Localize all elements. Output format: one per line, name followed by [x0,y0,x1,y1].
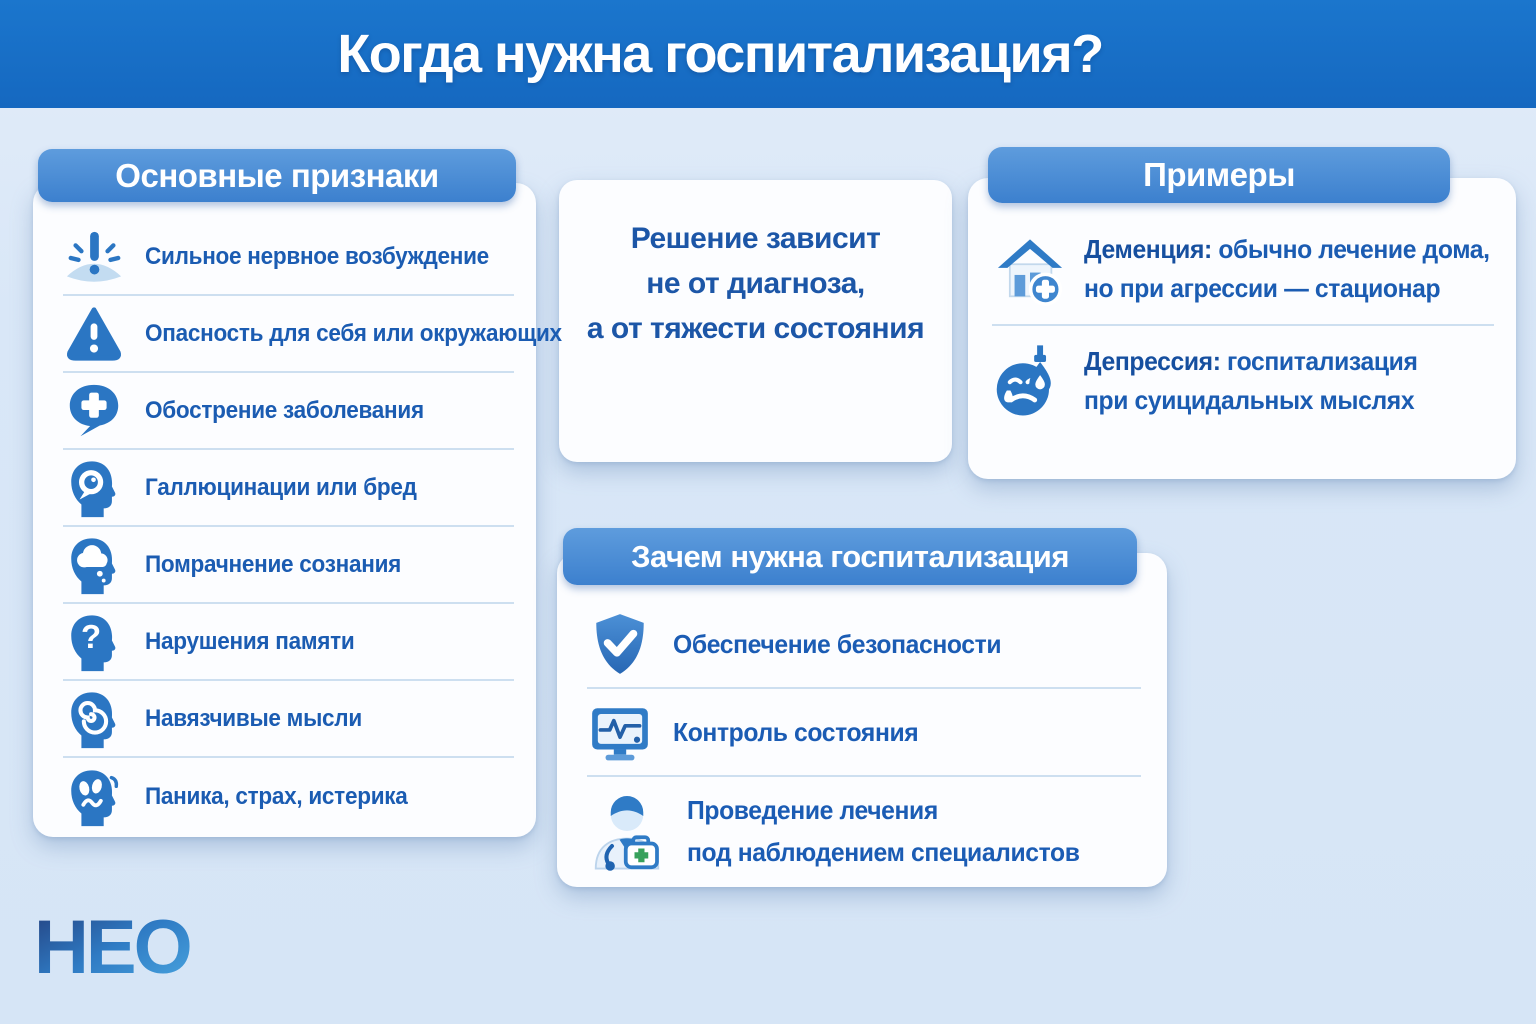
nervous-excitement-icon [63,226,125,288]
examples-header-label: Примеры [1143,156,1295,193]
decision-text-line: а от тяжести состояния [586,312,925,345]
warning-triangle-icon [63,303,125,365]
example-term: Деменция: [1084,234,1212,264]
sign-item-label: Обострение заболевания [145,396,424,424]
decision-card [559,180,952,462]
sign-item [63,373,514,450]
speech-bubble-cross-icon [63,380,125,442]
decision-text-line: не от диагноза, [646,267,865,300]
shield-check-icon [587,611,653,677]
sign-item [63,450,514,527]
logo-text: НЕО [34,905,190,990]
sign-item-label: Опасность для себя или окружающих [145,319,562,347]
head-question-icon [63,611,125,673]
page-title: Когда нужна госпитализация? [337,24,1103,84]
doctor-icon [587,791,667,871]
sign-item [63,604,514,681]
sad-face-drip-icon [992,343,1068,419]
signs-panel-header [38,149,516,202]
header-band [0,0,1536,108]
sign-item [63,219,514,296]
house-plus-icon [992,231,1068,307]
panic-face-icon [63,766,125,828]
example-text: Деменция: обычно лечение дома, но при агрессии — стационар [1084,234,1490,303]
example-item [992,334,1494,428]
head-eye-icon [63,457,125,519]
decision-text-line: Решение зависит [630,222,881,255]
purpose-header-label: Зачем нужна госпитализация [631,538,1069,574]
head-cloud-icon [63,534,125,596]
purpose-item [587,777,1141,885]
purpose-item [587,689,1141,777]
sign-item-label: Нарушения памяти [145,627,355,655]
sign-item [63,758,514,835]
monitor-heartbeat-icon [587,699,653,765]
sign-item [63,296,562,373]
examples-panel [968,178,1516,479]
sign-item-label: Галлюцинации или бред [145,473,417,501]
signs-header-label: Основные признаки [115,156,439,194]
plus-glyph [184,925,228,969]
sign-item-label: Навязчивые мысли [145,704,362,732]
example-item [992,222,1494,326]
sign-item-label: Паника, страх, истерика [145,782,408,810]
sign-item [63,681,514,758]
head-spiral-icon [63,688,125,750]
purpose-item [587,601,1141,689]
example-text: Депрессия: госпитализация при суицидальных мыслях [1084,346,1418,415]
sign-item-label: Сильное нервное возбуждение [145,242,489,270]
purpose-item-label: Контроль состояния [673,717,919,747]
purpose-item-label: Проведение лечения под наблюдением специалистов [687,795,1080,867]
neo-plus-logo [34,903,249,993]
sign-item-label: Помрачнение сознания [145,550,402,578]
example-term: Депрессия: [1084,346,1221,376]
sign-item [63,527,514,604]
purpose-panel [557,553,1167,887]
signs-panel [33,183,562,837]
purpose-item-label: Обеспечение безопасности [673,629,1002,659]
examples-panel-header [988,147,1450,203]
purpose-panel-header [563,528,1137,585]
